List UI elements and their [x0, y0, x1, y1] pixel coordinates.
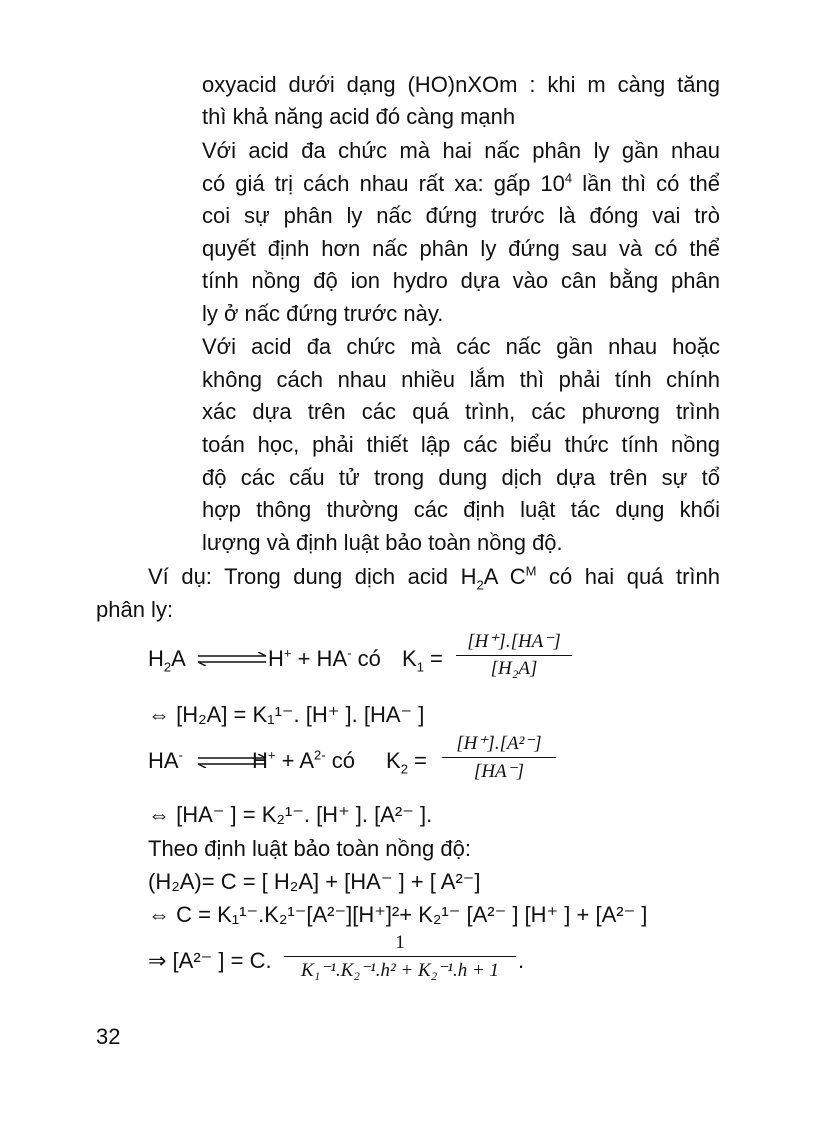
text-line: lượng và định luật bảo toàn nồng độ.: [202, 530, 563, 555]
text-line: phân ly:: [96, 597, 174, 622]
equation-line: (H₂A)= C = [ H₂A] + [HA⁻ ] + [ A²⁻]: [148, 869, 481, 894]
text-line: [148, 563, 720, 593]
text-line: ly ở nấc đứng trước này.: [202, 301, 444, 326]
superscript: M: [525, 563, 537, 579]
text-line: thì khả năng acid đó càng mạnh: [202, 104, 516, 129]
text-line: hợp thông thường các định luật tác dụng khối: [202, 497, 720, 522]
subscript: 2: [163, 659, 172, 675]
text-span: có hai quá trình: [536, 564, 720, 589]
text-line: quyết định hơn nấc phân ly đứng sau và có thể: [202, 236, 720, 261]
text-line: oxyacid dưới dạng (HO)nXOm : khi m càng tăng: [202, 72, 720, 97]
fraction-denominator: [HA⁻]: [473, 761, 525, 782]
subscript: 2: [476, 577, 484, 593]
eq-text: =: [423, 646, 443, 671]
eq-text: HA: [148, 748, 179, 773]
superscript: +: [267, 747, 276, 763]
text-span: A C: [483, 564, 526, 589]
superscript: -: [347, 645, 352, 661]
text-line: không cách nhau nhiều lắm thì phải tính chính: [202, 367, 720, 392]
fraction-bar: [442, 757, 556, 758]
equation-left: [148, 748, 183, 774]
equation-end: .: [518, 948, 525, 973]
subscript: 2: [400, 761, 408, 777]
equation-line: ⇔ C = K₁¹⁻.K₂¹⁻[A²⁻][H⁺]²+ K₂¹⁻ [A²⁻ ] [H⁺ ] + [A²⁻ ]: [148, 902, 648, 927]
fraction-numerator: 1: [395, 932, 405, 953]
equilibrium-arrow-icon: [196, 652, 268, 666]
fraction-denominator: K₁⁻¹.K₂⁻¹.h² + K₂⁻¹.h + 1: [300, 960, 500, 981]
eq-text: K: [386, 748, 401, 773]
fraction-numerator: [H⁺].[HA⁻]: [467, 631, 561, 652]
eq-text: K: [402, 646, 417, 671]
fraction: [456, 630, 572, 680]
text-line: toán học, phải thiết lập các biểu thức tính nồng: [202, 432, 720, 457]
equation-left: [148, 646, 186, 675]
text-line: Theo định luật bảo toàn nồng độ:: [148, 836, 471, 861]
eq-text: A: [171, 646, 186, 671]
equilibrium-constant: [386, 748, 427, 777]
subscript: 1: [416, 659, 424, 675]
text-line: Với acid đa chức mà hai nấc phân ly gần nhau: [202, 138, 720, 163]
eq-text: H: [252, 748, 268, 773]
eq-text: + A: [275, 748, 315, 773]
equation-left: ⇒ [A²⁻ ] = C.: [148, 948, 272, 973]
superscript: -: [178, 747, 183, 763]
text-line: độ các cấu tử trong dung dịch dựa trên sự tổ: [202, 465, 720, 490]
text-line: coi sự phân ly nấc đứng trước là đóng vai trò: [202, 203, 720, 228]
text-line: xác dựa trên các quá trình, các phương trình: [202, 399, 720, 424]
eq-text: H: [148, 646, 164, 671]
text-span: lần thì có thể: [572, 171, 720, 196]
eq-text: có: [325, 748, 355, 773]
eq-text: + HA: [291, 646, 348, 671]
equation-line: ⇔ [HA⁻ ] = K₂¹⁻. [H⁺ ]. [A²⁻ ].: [148, 802, 433, 827]
equation-right: [252, 748, 355, 774]
fraction-bar: [456, 655, 572, 656]
superscript: 2-: [314, 747, 326, 763]
fraction-bar: [284, 956, 516, 957]
fraction-denominator: [H₂A]: [490, 658, 538, 679]
equilibrium-constant: [402, 646, 443, 675]
text-line: [202, 171, 720, 197]
text-line: Với acid đa chức mà các nấc gần nhau hoặc: [202, 334, 720, 359]
equation-right: [268, 646, 381, 672]
text-span: có giá trị cách nhau rất xa: gấp 10: [202, 171, 565, 196]
eq-text: H: [268, 646, 284, 671]
equation-line: ⇔ [H₂A] = K₁¹⁻. [H⁺ ]. [HA⁻ ]: [148, 702, 425, 727]
fraction: [284, 932, 516, 982]
eq-text: =: [407, 748, 427, 773]
eq-text: có: [351, 646, 381, 671]
fraction: [442, 732, 556, 783]
superscript: +: [283, 645, 292, 661]
text-span: Ví dụ: Trong dung dịch acid H: [148, 564, 477, 589]
fraction-numerator: [H⁺].[A²⁻]: [456, 733, 542, 754]
text-line: tính nồng độ ion hydro dựa vào cân bằng phân: [202, 268, 720, 293]
superscript: 4: [564, 170, 573, 186]
page-number: 32: [96, 1024, 121, 1049]
